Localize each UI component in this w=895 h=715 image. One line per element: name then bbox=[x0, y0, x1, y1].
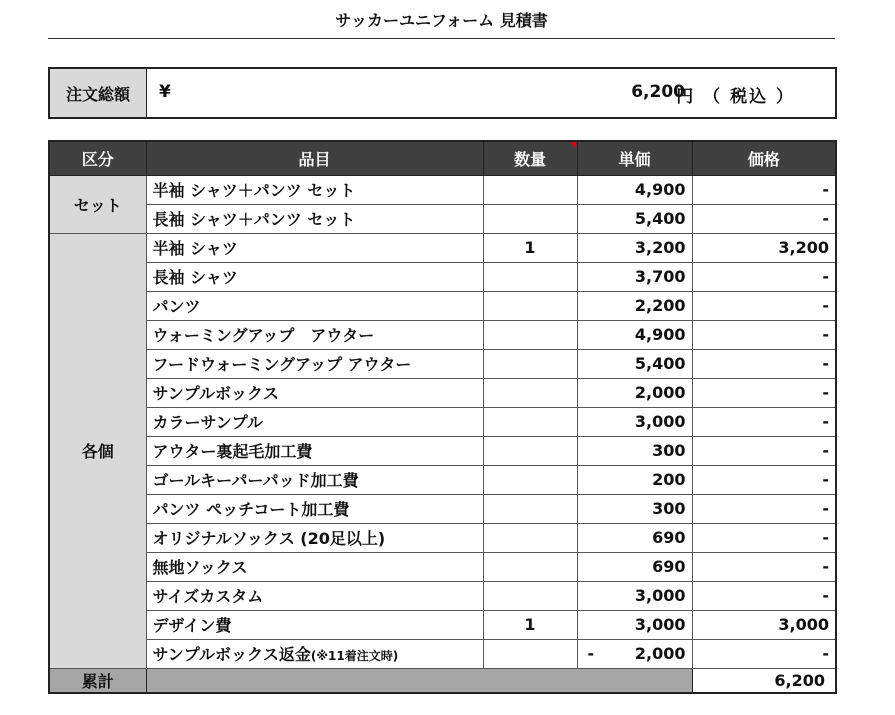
item-name-cell[interactable]: 無地ソックス bbox=[146, 552, 483, 581]
table-row bbox=[49, 465, 836, 494]
table-header-row bbox=[49, 141, 836, 175]
price-cell[interactable]: - bbox=[692, 639, 836, 668]
unit-price-cell[interactable]: 2,200 bbox=[577, 291, 692, 320]
quantity-cell[interactable] bbox=[483, 494, 577, 523]
table-row bbox=[49, 436, 836, 465]
quantity-cell[interactable] bbox=[483, 291, 577, 320]
header-quantity: 数量 bbox=[483, 141, 577, 175]
table-row bbox=[49, 175, 836, 204]
quantity-cell[interactable] bbox=[483, 639, 577, 668]
category-set: セット bbox=[49, 175, 146, 233]
item-name-cell[interactable]: 長袖 シャツ＋パンツ セット bbox=[146, 204, 483, 233]
quantity-cell[interactable] bbox=[483, 175, 577, 204]
table-row bbox=[49, 233, 836, 262]
quantity-cell[interactable]: 1 bbox=[483, 233, 577, 262]
unit-price-cell[interactable] bbox=[577, 639, 692, 668]
item-name-cell[interactable]: 長袖 シャツ bbox=[146, 262, 483, 291]
quantity-cell[interactable] bbox=[483, 349, 577, 378]
quantity-cell[interactable] bbox=[483, 204, 577, 233]
page-title: サッカーユニフォーム 見積書 bbox=[48, 8, 835, 39]
unit-price-cell[interactable]: 300 bbox=[577, 494, 692, 523]
quantity-cell[interactable]: 1 bbox=[483, 610, 577, 639]
item-name-cell[interactable]: サイズカスタム bbox=[146, 581, 483, 610]
price-cell[interactable]: - bbox=[692, 349, 836, 378]
price-cell[interactable]: 3,000 bbox=[692, 610, 836, 639]
item-name-text: サンプルボックス返金 bbox=[152, 645, 311, 664]
table-row bbox=[49, 523, 836, 552]
header-item: 品目 bbox=[146, 141, 483, 175]
price-cell[interactable]: - bbox=[692, 465, 836, 494]
header-category: 区分 bbox=[49, 141, 146, 175]
quantity-cell[interactable] bbox=[483, 262, 577, 291]
unit-price-cell[interactable]: 690 bbox=[577, 552, 692, 581]
item-name-cell[interactable]: オリジナルソックス (20足以上) bbox=[146, 523, 483, 552]
order-total-unit: 円 （ 税込 ） bbox=[676, 87, 795, 107]
order-total-box bbox=[48, 67, 837, 119]
quantity-cell[interactable] bbox=[483, 552, 577, 581]
price-cell[interactable]: - bbox=[692, 320, 836, 349]
price-cell[interactable]: - bbox=[692, 291, 836, 320]
unit-price-cell[interactable]: 5,400 bbox=[577, 204, 692, 233]
unit-price-cell[interactable]: 5,400 bbox=[577, 349, 692, 378]
header-price: 価格 bbox=[692, 141, 836, 175]
quantity-cell[interactable] bbox=[483, 436, 577, 465]
table-row bbox=[49, 291, 836, 320]
price-cell[interactable]: - bbox=[692, 436, 836, 465]
unit-price-cell[interactable]: 3,700 bbox=[577, 262, 692, 291]
item-name-cell[interactable]: パンツ ペッチコート加工費 bbox=[146, 494, 483, 523]
table-row bbox=[49, 407, 836, 436]
price-cell[interactable]: - bbox=[692, 262, 836, 291]
price-cell[interactable]: - bbox=[692, 552, 836, 581]
price-cell[interactable]: - bbox=[692, 407, 836, 436]
cumulative-empty-cell[interactable] bbox=[146, 668, 692, 693]
unit-price-value: 2,000 bbox=[634, 644, 686, 663]
order-total-value-cell[interactable] bbox=[147, 69, 835, 117]
comment-indicator[interactable] bbox=[570, 142, 576, 148]
table-row bbox=[49, 639, 836, 668]
cumulative-label: 累計 bbox=[49, 668, 146, 693]
table-row bbox=[49, 494, 836, 523]
table-row bbox=[49, 204, 836, 233]
item-name-cell[interactable]: デザイン費 bbox=[146, 610, 483, 639]
header-unit-price: 単価 bbox=[577, 141, 692, 175]
table-row bbox=[49, 262, 836, 291]
item-name-cell[interactable]: ゴールキーパーパッド加工費 bbox=[146, 465, 483, 494]
unit-price-cell[interactable]: 3,000 bbox=[577, 610, 692, 639]
price-cell[interactable]: 3,200 bbox=[692, 233, 836, 262]
table-row bbox=[49, 378, 836, 407]
order-total-amount: 6,200 bbox=[631, 82, 685, 102]
yen-symbol: ¥ bbox=[159, 82, 171, 102]
item-name-cell[interactable]: アウター裏起毛加工費 bbox=[146, 436, 483, 465]
table-row bbox=[49, 552, 836, 581]
unit-price-cell[interactable]: 3,000 bbox=[577, 407, 692, 436]
unit-price-cell[interactable]: 690 bbox=[577, 523, 692, 552]
estimate-table bbox=[48, 140, 837, 694]
quantity-cell[interactable] bbox=[483, 465, 577, 494]
item-name-cell[interactable] bbox=[146, 639, 483, 668]
category-individual: 各個 bbox=[49, 233, 146, 668]
cumulative-row bbox=[49, 668, 836, 693]
unit-price-cell[interactable]: 2,000 bbox=[577, 378, 692, 407]
price-cell[interactable]: - bbox=[692, 175, 836, 204]
price-cell[interactable]: - bbox=[692, 494, 836, 523]
table-row bbox=[49, 581, 836, 610]
item-name-cell[interactable]: 半袖 シャツ＋パンツ セット bbox=[146, 175, 483, 204]
unit-price-cell[interactable]: 4,900 bbox=[577, 175, 692, 204]
item-name-cell[interactable]: カラーサンプル bbox=[146, 407, 483, 436]
quantity-cell[interactable] bbox=[483, 378, 577, 407]
price-cell[interactable]: - bbox=[692, 581, 836, 610]
item-name-cell[interactable]: パンツ bbox=[146, 291, 483, 320]
price-cell[interactable]: - bbox=[692, 523, 836, 552]
quantity-cell[interactable] bbox=[483, 320, 577, 349]
quantity-cell[interactable] bbox=[483, 407, 577, 436]
quantity-cell[interactable] bbox=[483, 581, 577, 610]
table-row bbox=[49, 349, 836, 378]
table-row bbox=[49, 610, 836, 639]
table-row bbox=[49, 320, 836, 349]
price-cell[interactable]: - bbox=[692, 378, 836, 407]
item-name-cell[interactable]: フードウォーミングアップ アウター bbox=[146, 349, 483, 378]
item-note-text: (※11着注文時) bbox=[310, 649, 399, 663]
cumulative-value[interactable]: 6,200 bbox=[692, 668, 836, 693]
quantity-cell[interactable] bbox=[483, 523, 577, 552]
unit-price-cell[interactable]: 3,000 bbox=[577, 581, 692, 610]
item-name-cell[interactable]: ウォーミングアップ アウター bbox=[146, 320, 483, 349]
minus-sign: - bbox=[587, 644, 595, 663]
order-total-label: 注文総額 bbox=[50, 69, 147, 117]
unit-price-cell[interactable]: 4,900 bbox=[577, 320, 692, 349]
item-name-cell[interactable]: 半袖 シャツ bbox=[146, 233, 483, 262]
unit-price-cell[interactable]: 3,200 bbox=[577, 233, 692, 262]
unit-price-cell[interactable]: 300 bbox=[577, 436, 692, 465]
item-name-cell[interactable]: サンプルボックス bbox=[146, 378, 483, 407]
price-cell[interactable]: - bbox=[692, 204, 836, 233]
unit-price-cell[interactable]: 200 bbox=[577, 465, 692, 494]
